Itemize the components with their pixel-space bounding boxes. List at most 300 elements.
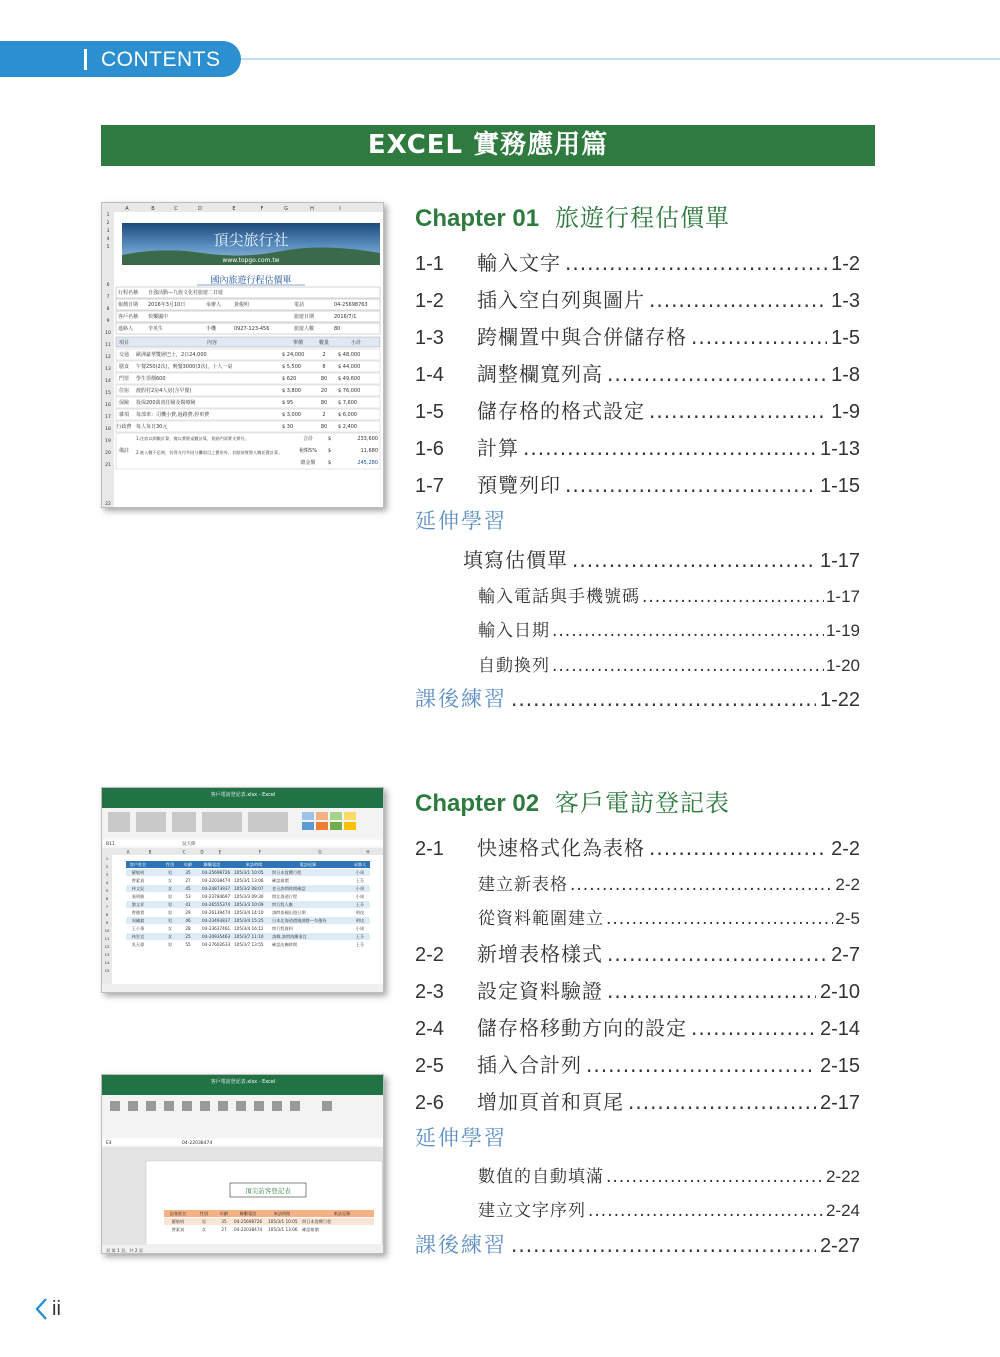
table-header-cell: 客戶姓名 xyxy=(129,862,147,867)
cell-text: 確認出團時間 xyxy=(272,942,298,947)
cell-text: 男 xyxy=(167,870,173,875)
column-header: H xyxy=(366,849,370,855)
toc-entry[interactable] xyxy=(478,1162,860,1187)
cell-text: 問北海道行程 xyxy=(272,894,298,899)
toc-entry[interactable] xyxy=(478,904,860,929)
cell-text: 問日本賞櫻行程 xyxy=(272,870,302,875)
cell-text: 小周 xyxy=(355,870,365,875)
cell-text: 04-25698763 xyxy=(334,302,368,308)
row-number: 9 xyxy=(106,319,110,324)
toc-entry-title: 課後練習 xyxy=(415,687,507,711)
cell-text: 行政費 xyxy=(116,424,132,430)
toc-entry-page: 2-22 xyxy=(825,1167,860,1186)
screenshot-excel-table xyxy=(101,787,384,993)
contents-tab xyxy=(0,41,241,77)
cell-text: 旅遊日期 xyxy=(294,314,315,320)
formula-bar: 04-22038474 xyxy=(182,1141,213,1146)
excel-header-footer-image xyxy=(102,1075,384,1254)
toc-leader xyxy=(588,1201,824,1221)
cell-text: 學生票價600 xyxy=(136,376,166,382)
toc-leader xyxy=(523,436,816,460)
toc-entry-number: 1-2 xyxy=(415,290,444,312)
cell-text: 04-27602633 xyxy=(202,942,231,947)
row-number: 4 xyxy=(105,880,109,885)
toc-entry-title: 預覽列印 xyxy=(477,473,561,497)
toc-entry-title: 儲存格移動方向的設定 xyxy=(477,1016,687,1040)
toc-entry-page: 2-2 xyxy=(831,838,860,860)
cell-text: 保險 xyxy=(118,400,130,406)
column-header: F xyxy=(260,206,264,212)
toc-entry-number: 2-6 xyxy=(415,1092,444,1114)
row-number: 2 xyxy=(105,864,109,869)
cell-text: 女 xyxy=(201,1227,207,1232)
toc-entry-page: 1-5 xyxy=(831,327,860,349)
column-header: I xyxy=(339,206,341,212)
row-number: 6 xyxy=(105,896,109,901)
cell-text: 105/3/1 10:05 xyxy=(268,1219,298,1224)
toc-leader xyxy=(607,942,827,966)
table-header-cell: 年齡 xyxy=(219,1211,229,1216)
cell-text: $ 44,000 xyxy=(338,364,361,370)
cell-text: 04-24873937 xyxy=(202,886,231,891)
table-header xyxy=(116,337,380,347)
total-label: 稅額5% xyxy=(299,448,317,454)
toc-entry-title: 插入空白列與圖片 xyxy=(477,288,645,312)
cell-text: 問行程資料 xyxy=(272,926,293,931)
cell-text: 46 xyxy=(185,918,191,923)
toc-entry[interactable] xyxy=(415,1086,860,1115)
cell-text: 28 xyxy=(185,926,191,931)
cell-text: 04-26555374 xyxy=(202,902,231,907)
cell-text: $ 76,000 xyxy=(338,388,361,394)
row-number: 11 xyxy=(104,936,110,941)
toc-entry[interactable] xyxy=(478,651,860,676)
row-number: 14 xyxy=(104,960,110,965)
toc-entry[interactable] xyxy=(415,432,860,461)
cell-text: $ 3,000 xyxy=(282,412,302,418)
toc-entry[interactable] xyxy=(415,284,860,313)
cell-text: 林筌宜 xyxy=(131,934,145,939)
row-number: 12 xyxy=(105,355,111,360)
toc-entry[interactable] xyxy=(415,321,860,350)
cell-text: 吳天偉 xyxy=(131,942,145,947)
cell-text: $ 3,800 xyxy=(282,388,302,394)
toc-leader xyxy=(607,362,827,386)
cell-text: 王芬 xyxy=(355,934,365,939)
toc-entry-number: 1-6 xyxy=(415,438,444,460)
cell-text: 羅敏明 xyxy=(171,1219,185,1224)
cell-text: $ 48,000 xyxy=(338,352,361,358)
toc-entry-title: 建立文字序列 xyxy=(478,1201,586,1221)
cell-text: 行程名稱 xyxy=(118,290,139,296)
toc-entry-page: 2-24 xyxy=(825,1201,860,1220)
cell-text: 日本北海道價錢調整—有優待 xyxy=(272,918,327,923)
row-number: 17 xyxy=(105,415,111,420)
toc-entry[interactable] xyxy=(415,469,860,498)
toc-leader xyxy=(649,836,827,860)
toc-entry-title: 調整欄寬列高 xyxy=(477,362,603,386)
cell-text: 女 xyxy=(167,926,173,931)
toc-entry-title: 新增表格樣式 xyxy=(477,942,603,966)
row-number: 16 xyxy=(105,403,111,408)
cell-text: 20 xyxy=(320,388,328,394)
cell-text: 105/3/3 10:09 xyxy=(234,902,264,907)
row-number: 5 xyxy=(105,888,109,893)
cell-text: 04-25698726 xyxy=(234,1219,263,1224)
cell-text: 105/3/7 11:10 xyxy=(234,934,264,939)
cell-text: 王芬 xyxy=(355,902,365,907)
extended-learning-heading: 延伸學習 xyxy=(415,509,507,533)
cell-text: 男 xyxy=(167,942,173,947)
chapter-name: 客戶電訪登記表 xyxy=(555,789,731,817)
table-header-cell: 聯繫電話 xyxy=(203,862,221,867)
chapter-02-title[interactable] xyxy=(415,783,730,818)
header-rule xyxy=(241,58,1000,60)
total-currency: $ xyxy=(328,436,332,442)
toc-entry-number: 2-3 xyxy=(415,981,444,1003)
cell-text: 渡假村2房4人房(含早餐) xyxy=(136,388,192,394)
toc-entry[interactable] xyxy=(463,544,860,573)
cell-text: 老台詢問時間確認 xyxy=(272,886,306,891)
toc-entry-title: 插入合計列 xyxy=(477,1053,582,1077)
toc-entry[interactable] xyxy=(478,870,860,895)
cell-text: 105/3/4 15:25 xyxy=(234,918,264,923)
toc-entry-page: 1-8 xyxy=(831,364,860,386)
note-line: 1.住宿以間數計算，餐以實際桌數計算，景點門票實支實付。 xyxy=(136,436,249,441)
chevron-left-icon xyxy=(34,1297,48,1321)
cell-text: 27 xyxy=(221,1227,227,1232)
cell-text: 黃俊明 xyxy=(234,302,250,308)
row-number: 14 xyxy=(105,379,111,384)
cell-text: 45 xyxy=(185,886,191,891)
toc-entry-title: 輸入日期 xyxy=(478,621,550,641)
chapter-01-title[interactable] xyxy=(415,198,730,233)
cell-text: $ 30 xyxy=(282,424,294,430)
toc-entry-page: 1-9 xyxy=(831,401,860,423)
cell-text: 男 xyxy=(201,1219,207,1224)
toc-entry-page: 1-13 xyxy=(819,438,860,460)
cell-text: $ 2,400 xyxy=(338,424,358,430)
row-number: 22 xyxy=(105,502,111,507)
cell-text: 女 xyxy=(167,878,173,883)
column-header: C xyxy=(174,206,178,212)
cell-text: $ 95 xyxy=(282,400,294,406)
cell-text: 男 xyxy=(167,894,173,899)
window-title: 客戶電訪登記表.xlsx - Excel xyxy=(210,792,276,798)
row-number: 7 xyxy=(105,904,109,909)
table-header-cell: 年齡 xyxy=(183,862,193,867)
toc-entry-title: 自動換列 xyxy=(478,656,550,676)
total-currency: $ xyxy=(328,460,332,466)
column-header: G xyxy=(318,849,322,855)
cell-text: 劉文祥 xyxy=(131,902,145,907)
cell-text: 曾素真 xyxy=(171,1227,185,1232)
cell-text: 快樂國中 xyxy=(148,314,169,320)
total-value: 245,280 xyxy=(357,460,378,466)
row-number: 6 xyxy=(106,283,110,288)
toc-entry-page: 1-19 xyxy=(825,621,860,640)
cell-text: 29 xyxy=(185,910,191,915)
screenshot-estimate-sheet xyxy=(101,202,384,508)
row-number: 11 xyxy=(105,343,111,348)
cell-text: 80 xyxy=(320,400,328,406)
window-title: 客戶電訪登記表.xlsx - Excel xyxy=(210,1079,276,1085)
row-number: 15 xyxy=(104,968,110,973)
toc-entry-title: 輸入文字 xyxy=(477,251,561,275)
toc-leader xyxy=(649,288,827,312)
toc-entry[interactable] xyxy=(415,358,860,387)
cell-text: 詢韓,詢問海灘事宜 xyxy=(272,934,307,939)
total-currency: $ xyxy=(328,448,332,454)
row-number: 12 xyxy=(104,944,110,949)
name-box: B11 xyxy=(106,842,115,847)
cell-text: 男 xyxy=(167,902,173,907)
row-number: 8 xyxy=(105,912,109,917)
toc-entry[interactable] xyxy=(415,938,860,967)
toc-leader xyxy=(628,1090,816,1114)
row-number: 18 xyxy=(105,427,111,432)
chapter-number: Chapter 02 xyxy=(415,790,540,817)
cell-text: 詢問泰國出遊日期 xyxy=(272,910,306,915)
row-number: 9 xyxy=(105,920,109,925)
toc-entry-page: 2-10 xyxy=(819,981,860,1003)
cell-text: 曾德貴 xyxy=(131,910,145,915)
cell-text: 旅遊人數 xyxy=(294,326,315,332)
cell-text: $ 5,500 xyxy=(282,364,302,370)
total-value: 233,600 xyxy=(357,436,378,442)
cell-text: 80 xyxy=(320,376,328,382)
toc-entry-title: 跨欄置中與合併儲存格 xyxy=(477,325,687,349)
cell-text: 80 xyxy=(320,424,328,430)
toc-leader xyxy=(649,399,827,423)
cell-text: 0927-123-456 xyxy=(234,326,270,332)
column-header: G xyxy=(284,206,288,212)
row-number: 2 xyxy=(106,221,110,226)
sheet-title: 國內旅遊行程估價單 xyxy=(210,276,292,286)
page-number: ii xyxy=(52,1297,61,1320)
cell-text: 105/3/4 16:12 xyxy=(234,926,264,931)
cell-text: 04-22038474 xyxy=(202,878,231,883)
cell-text: 王芬 xyxy=(355,942,365,947)
toc-entry[interactable] xyxy=(415,247,860,276)
row-number: 10 xyxy=(104,928,110,933)
toc-entry[interactable] xyxy=(478,582,860,607)
column-header: F xyxy=(258,849,262,855)
row-number: 13 xyxy=(104,952,110,957)
toc-leader xyxy=(565,251,827,275)
name-box: E4 xyxy=(106,1141,112,1146)
extended-learning-heading: 延伸學習 xyxy=(415,1126,507,1150)
toc-entry-page: 1-15 xyxy=(819,475,860,497)
column-header: D xyxy=(200,849,204,855)
toc-entry-page: 1-17 xyxy=(825,587,860,606)
total-value: 11,680 xyxy=(360,448,378,454)
cell-text: 小周 xyxy=(355,894,365,899)
cell-text: 04-23784697 xyxy=(202,894,231,899)
screenshot-excel-header-footer xyxy=(101,1074,384,1254)
cell-text: 門票 xyxy=(118,376,130,382)
cell-text: 午餐250(2次)，晚餐3000(3次)，十人一桌 xyxy=(136,364,233,370)
notes-label: 備註 xyxy=(118,448,130,454)
toc-entry[interactable] xyxy=(415,395,860,424)
cell-text: 105/3/1 10:05 xyxy=(234,870,264,875)
toc-entry-page: 1-2 xyxy=(831,253,860,275)
cell-text: 8 xyxy=(322,364,326,370)
cell-text: 問行程人數 xyxy=(272,902,293,907)
cell-text: 電話 xyxy=(294,302,305,308)
cell-text: 25 xyxy=(185,934,191,939)
cell-text: $ 7,600 xyxy=(338,400,358,406)
toc-entry-title: 設定資料驗證 xyxy=(477,979,603,1003)
cell-text: $ 620 xyxy=(282,376,297,382)
toc-entry-page: 1-20 xyxy=(825,656,860,675)
cell-text: 王小華 xyxy=(131,926,145,931)
total-label: 總金額 xyxy=(300,460,316,466)
row-number: 3 xyxy=(105,872,109,877)
cell-text: 林文妃 xyxy=(131,886,145,891)
cell-text: 男 xyxy=(167,918,173,923)
toc-leader xyxy=(511,1233,816,1257)
toc-entry-title: 建立新表格 xyxy=(478,875,568,895)
excel-table-image xyxy=(102,788,384,993)
status-bar: 頁 第 1 頁，共 2 頁 xyxy=(106,1248,144,1253)
cell-text: 手機 xyxy=(206,326,217,332)
toc-entry-title: 輸入電話與手機號碼 xyxy=(478,587,640,607)
cell-text: 105/3/2 08:07 xyxy=(234,886,264,891)
cell-text: 歐洲豪華雙層巴士，2日24,000 xyxy=(136,352,207,358)
toc-entry-number: 1-7 xyxy=(415,475,444,497)
toc-entry-title: 從資料範圍建立 xyxy=(478,909,604,929)
table-header-cell: 項目 xyxy=(118,340,130,346)
cell-text: 張明勝 xyxy=(131,894,145,899)
toc-entry-number: 1-3 xyxy=(415,327,444,349)
toc-leader xyxy=(565,473,816,497)
toc-leader xyxy=(691,325,827,349)
cell-text: 問日本賞櫻行程 xyxy=(302,1219,332,1224)
cell-text: 膳食 xyxy=(118,364,130,370)
table-header-cell: 電訪紀錄 xyxy=(299,862,317,867)
toc-leader xyxy=(586,1053,816,1077)
toc-entry[interactable] xyxy=(415,975,860,1004)
table-header-cell: 單價 xyxy=(292,340,304,346)
toc-entry[interactable] xyxy=(478,616,860,641)
estimate-sheet-image xyxy=(102,203,384,508)
cell-text: 男 xyxy=(167,910,173,915)
cell-text: 小周 xyxy=(355,926,365,931)
column-header: E xyxy=(232,206,236,212)
cell-text: 住宿 xyxy=(118,388,130,394)
column-header: A xyxy=(125,206,129,212)
cell-text: 羅敏明 xyxy=(131,870,145,875)
cell-text: 105/3/1 13:06 xyxy=(268,1227,298,1232)
cell-text: 每部車：司機小費,過路費,停車費 xyxy=(136,412,210,418)
toc-entry-title: 快速格式化為表格 xyxy=(477,836,645,860)
column-header: H xyxy=(310,206,314,212)
column-header: E xyxy=(218,849,222,855)
row-number: 4 xyxy=(106,237,110,242)
column-header: C xyxy=(182,849,186,855)
table-header-cell: 性別 xyxy=(199,1211,209,1216)
toc-leader xyxy=(606,909,833,929)
toc-leader xyxy=(642,587,824,607)
cell-text: 明玟 xyxy=(355,910,365,915)
table-header-cell: 內容 xyxy=(206,340,218,346)
toc-entry[interactable] xyxy=(415,1049,860,1078)
toc-entry[interactable] xyxy=(478,1196,860,1221)
toc-entry-page: 2-2 xyxy=(835,875,860,894)
cell-text: 女 xyxy=(167,934,173,939)
toc-entry-title: 增加頁首和頁尾 xyxy=(477,1090,624,1114)
toc-leader xyxy=(572,548,816,572)
toc-exercise-entry[interactable] xyxy=(415,683,860,713)
cell-text: 04-23493837 xyxy=(202,918,231,923)
toc-leader xyxy=(552,656,824,676)
cell-text: 04-23637461 xyxy=(202,926,231,931)
cell-text: 35 xyxy=(185,870,191,875)
toc-leader xyxy=(691,1016,816,1040)
cell-text: 2 xyxy=(322,412,326,418)
sheet-title: 頂尖訪客登記表 xyxy=(245,1187,291,1195)
toc-entry-number: 1-5 xyxy=(415,401,444,423)
toc-exercise-entry[interactable] xyxy=(415,1229,860,1259)
toc-entry-number: 1-4 xyxy=(415,364,444,386)
cell-text: 小周 xyxy=(355,886,365,891)
row-number: 1 xyxy=(106,213,110,218)
cell-text: 確認報價 xyxy=(302,1227,319,1232)
cell-text: 雜項 xyxy=(118,412,130,418)
cell-text: 每人每日30元 xyxy=(136,424,168,430)
row-number: 21 xyxy=(105,463,111,468)
cell-text: 曾素真 xyxy=(131,878,145,883)
cell-text: 2 xyxy=(322,352,326,358)
table-header-cell: 聯繫電話 xyxy=(239,1211,257,1216)
chapter-name: 旅遊行程估價單 xyxy=(555,204,731,232)
toc-entry-page: 2-27 xyxy=(819,1235,860,1257)
cell-text: 女 xyxy=(167,886,173,891)
chapter-number: Chapter 01 xyxy=(415,205,540,232)
cell-text: 周繡翁 xyxy=(131,918,145,923)
cell-text: 41 xyxy=(185,902,191,907)
contents-tab-bar xyxy=(84,49,87,70)
table-header-cell: 承辦人 xyxy=(353,862,367,867)
cell-text: 客戶名稱 xyxy=(118,314,139,320)
cell-text: 連絡人 xyxy=(118,326,134,332)
toc-entry-title: 填寫估價單 xyxy=(463,548,568,572)
row-number: 5 xyxy=(106,245,110,250)
row-number: 20 xyxy=(105,451,111,456)
cell-text: 明玟 xyxy=(355,918,365,923)
table-header-cell: 小計 xyxy=(350,340,362,346)
toc-entry[interactable] xyxy=(415,832,860,861)
table-header-cell: 來訪記錄 xyxy=(333,1211,351,1216)
toc-entry-title: 課後練習 xyxy=(415,1233,507,1257)
cell-text: 王芬 xyxy=(355,878,365,883)
cell-text: 35 xyxy=(221,1219,227,1224)
toc-leader xyxy=(511,687,816,711)
cell-text: 2016/7/1 xyxy=(334,314,357,320)
cell-text: 04-25698726 xyxy=(202,870,231,875)
row-number: 8 xyxy=(106,307,110,312)
cell-text: 105/3/1 13:06 xyxy=(234,878,264,883)
toc-entry[interactable] xyxy=(415,1012,860,1041)
row-number: 3 xyxy=(106,229,110,234)
table-header-cell: 性別 xyxy=(165,862,175,867)
banner-url: www.topgo.com.tw xyxy=(222,257,280,264)
toc-entry-page: 2-5 xyxy=(835,909,860,928)
column-header: B xyxy=(148,849,152,855)
cell-text: 報價日期 xyxy=(118,302,139,308)
toc-entry-page: 2-17 xyxy=(819,1092,860,1114)
